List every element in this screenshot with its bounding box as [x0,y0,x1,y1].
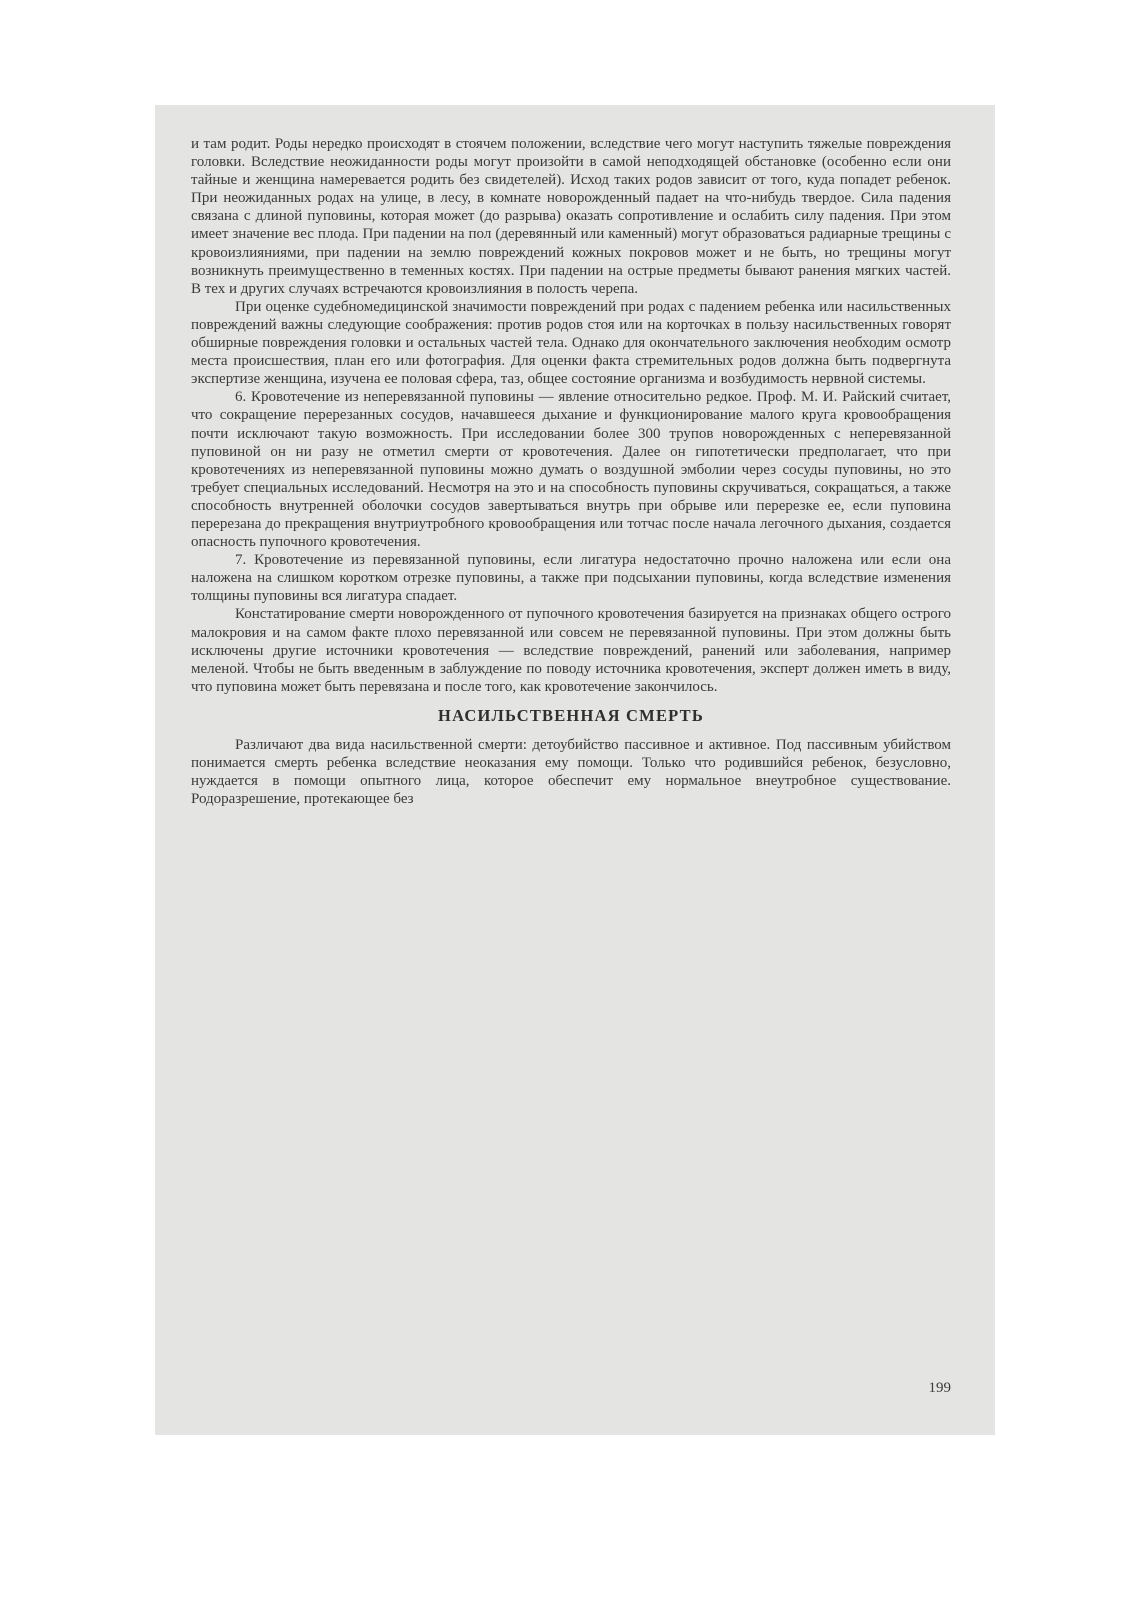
section-heading: НАСИЛЬСТВЕННАЯ СМЕРТЬ [438,705,704,725]
paragraph-violent-death-types: Различают два вида насильственной смерти: детоубийство пассивное и активное. Под пассивным убийством понимается смерть ребенка вследствие неоказания ему помощи. Только что родившийся ребенок, безусловно, нуждается в помощи опытного лица, которое обеспечит ему нормальное внеутробное существование. Родоразрешение, протекающее без [191,736,951,808]
scanned-page [155,105,995,1435]
paragraph-cord-bleeding-death: Констатирование смерти новорожденного от пупочного кровотечения базируется на признаках общего острого малокровия и на самом факте плохо перевязанной или совсем не перевязанной пуповины. При этом должны быть исключены другие источники кровотечения — вследствие повреждений, ранений или заболевания, например меленой. Чтобы не быть введенным в заблуждение по поводу источника кровотечения, эксперт должен иметь в виду, что пуповина может быть перевязана и после того, как кровотечение закончилось. [191,606,951,695]
paragraph-item-7-ligated-cord: 7. Кровотечение из перевязанной пуповины, если лигатура недостаточно прочно наложена или если она наложена на слишком коротком отрезке пуповины, а также при подсыхании пуповины, когда вследствие изменения толщины пуповины вся лигатура спадает. [191,552,951,605]
page-number: 199 [928,1380,951,1396]
paragraph-forensic-assessment: При оценке судебномедицинской значимости повреждений при родах с падением ребенка или насильственных повреждений важны следующие соображения: против родов стоя или на корточках в пользу насильственных говорят обширные повреждения головки и остальных частей тела. Однако для окончательного заключения необходим осмотр места происшествия, план его или фотография. Для оценки факта стремительных родов должна быть подвергнута экспертизе женщина, изучена ее половая сфера, таз, общее состояние организма и возбудимость нервной системы. [191,298,951,388]
paragraph-item-6-unligated-cord: 6. Кровотечение из неперевязанной пуповины — явление относительно редкое. Проф. М. И. Райский считает, что сокращение перерезанных сосудов, начавшееся дыхание и функционирование малого круга кровообращения почти исключают такую возможность. При исследовании более 300 трупов новорожденных с неперевязанной пуповиной он ни разу не отметил смерти от кровотечения. Далее он гипотетически предполагает, что при кровотечениях из неперевязанной пуповины можно думать о воздушной эмболии через сосуды пуповины, но это требует специальных исследований. Несмотря на это и на способность пуповины скручиваться, сокращаться, а также способность внутренней оболочки сосудов завертываться внутрь при обрыве или перерезке ее, если пуповина перерезана до прекращения внутриутробного кровообращения или тотчас после начала легочного дыхания, создается опасность пупочного кровотечения. [191,389,951,551]
paragraph-falls-during-birth: и там родит. Роды нередко происходят в стоячем положении, вследствие чего могут наступить тяжелые повреждения головки. Вследствие неожиданности роды могут произойти в самой неподходящей обстановке (особенно если они тайные и женщина намеревается родить без свидетелей). Исход таких родов зависит от того, куда попадет ребенок. При неожиданных родах на улице, в лесу, в комнате новорожденный падает на что-нибудь твердое. Сила падения связана с длиной пуповины, которая может (до разрыва) оказать сопротивление и ослабить силу падения. При этом имеет значение вес плода. При падении на пол (деревянный или каменный) могут образоваться радиарные трещины с кровоизлияниями, при падении на землю повреждений кожных покровов может и не быть, но трещины могут возникнуть преимущественно в теменных костях. При падении на острые предметы бывают ранения мягких частей. В тех и других случаях встречаются кровоизлияния в полость черепа. [191,136,951,297]
